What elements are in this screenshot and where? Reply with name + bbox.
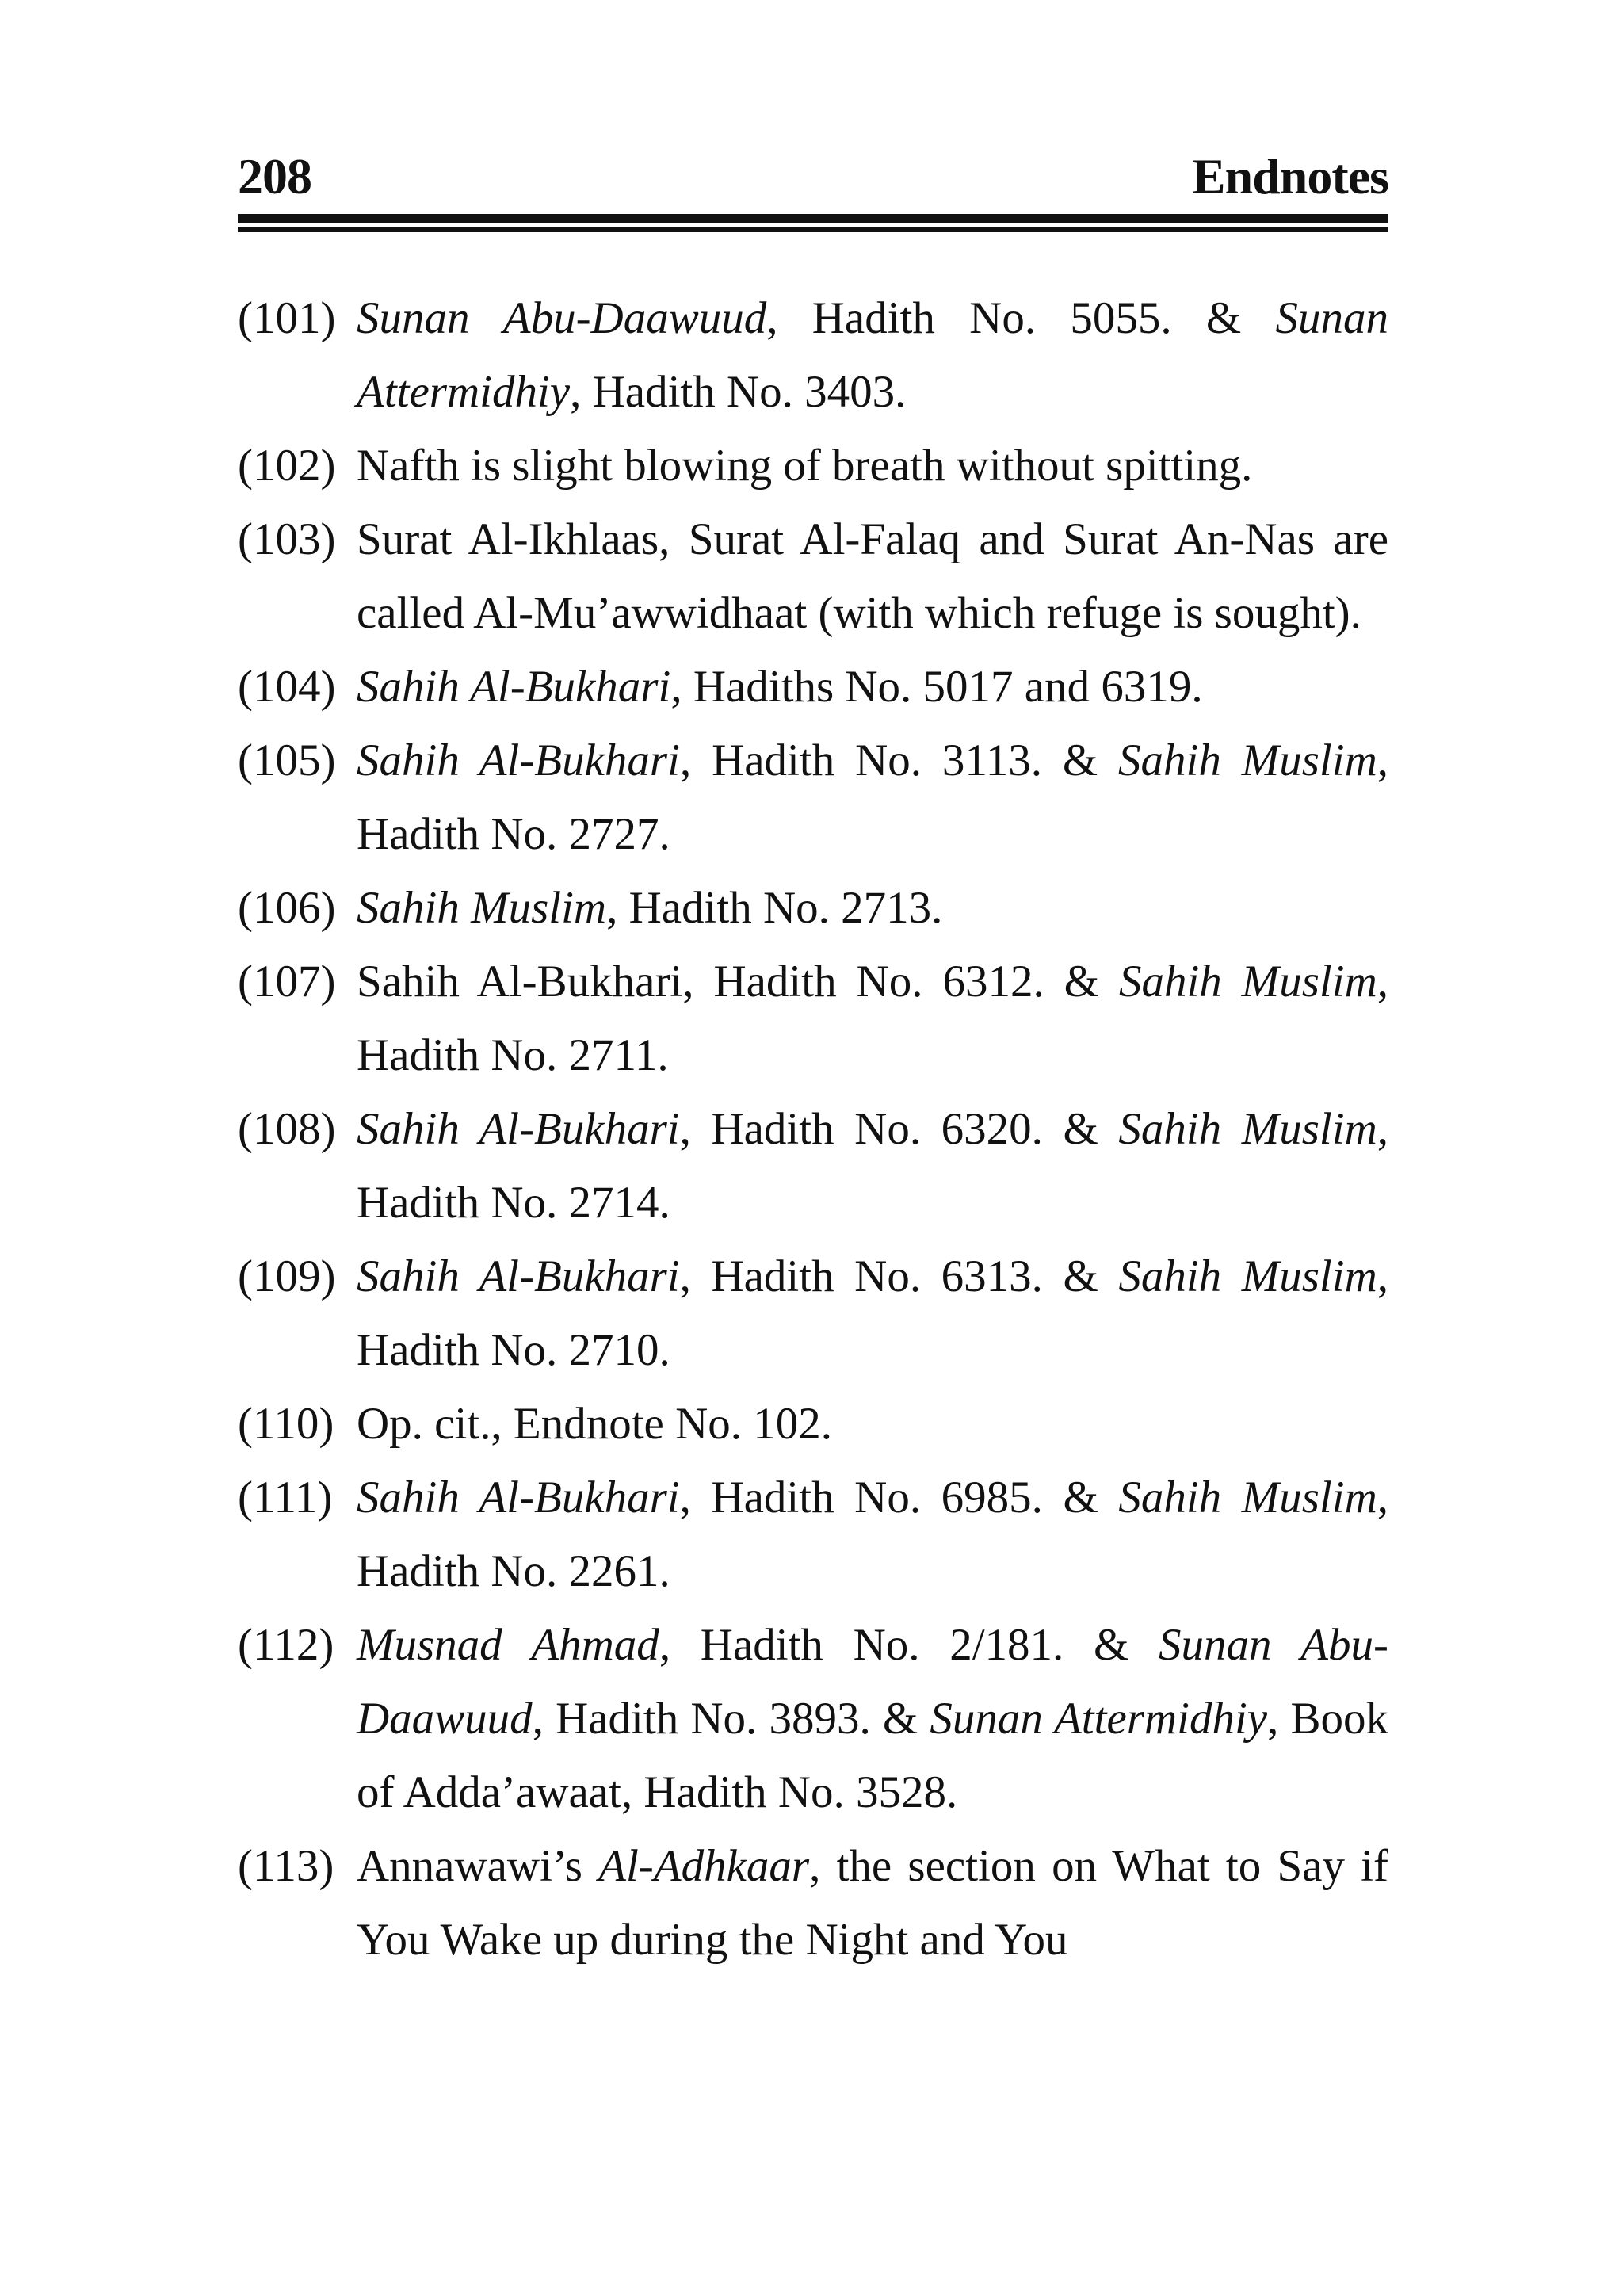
endnote-text-run: , Hadith No. 6313. & [679,1251,1119,1301]
citation-title: Sahih Muslim [1118,1473,1377,1522]
running-head: Endnotes [1191,148,1388,204]
citation-title: Sahih Muslim [1118,735,1377,785]
endnote-text [357,429,1388,502]
endnote [238,1092,1388,1240]
endnote [238,429,1388,502]
endnote [238,502,1388,650]
endnote-text-run: Annawawi’s [357,1841,599,1891]
endnote-text-run: Nafth is slight blowing of breath without spitting. [357,441,1253,491]
endnote-text-run: , Hadith No. 6320. & [679,1104,1119,1154]
endnote-text-run: , Hadith No. 2261. [357,1473,1388,1596]
endnote-text-run: , Hadith No. 2727. [357,735,1388,859]
endnote-text-run: , Hadith No. 2713. [606,883,943,933]
endnote [238,650,1388,724]
citation-title: Sunan Attermidhiy [930,1694,1268,1744]
citation-title: Sahih Muslim [1118,1104,1377,1154]
endnote-text [357,1461,1388,1608]
endnote-text [357,945,1388,1092]
endnote-text-run: , Hadith No. 3113. & [679,735,1119,785]
endnote-number: (104) [238,662,336,712]
endnote-text [357,1829,1388,1977]
endnote [238,871,1388,945]
endnote-text-run: , Hadith No. 2714. [357,1104,1388,1228]
endnote-text [357,1387,1388,1461]
endnote-text-run: , Hadith No. 5055. & [766,293,1276,343]
endnote-text-run: , Hadith No. 2711. [357,957,1388,1080]
endnote [238,1387,1388,1461]
endnote-text-run: , Hadith No. 6985. & [679,1473,1119,1522]
endnote-number: (109) [238,1251,336,1301]
endnote-text-run: , Book of Adda’awaat, Hadith No. 3528. [357,1694,1388,1817]
endnote-text-run: , Hadith No. 2/181. & [659,1620,1159,1670]
endnote-text-run: , Hadith No. 3893. & [532,1694,930,1744]
endnote-number: (103) [238,514,336,564]
endnote-text [357,502,1388,650]
endnote-text [357,871,1388,945]
endnote-number: (102) [238,441,336,491]
endnote-text-run: Surat Al-Ikhlaas, Surat Al-Falaq and Surat An-Nas are called Al-Mu’awwidhaat (with which refuge is sought). [357,514,1388,638]
header-rule-thin [238,227,1388,232]
page-header [238,147,1388,210]
header-rule-thick [238,214,1388,223]
citation-title: Sunan Attermidhiy [357,293,1389,417]
endnote-text-run: Op. cit., Endnote No. 102. [357,1399,833,1449]
citation-title: Sahih Al-Bukhari [357,1104,680,1154]
endnote [238,1829,1388,1977]
endnote-text [357,281,1388,429]
endnote-number: (108) [238,1104,336,1154]
citation-title: Sunan Abu-Daawuud [357,293,767,343]
endnote [238,281,1388,429]
citation-title: Sahih Al-Bukhari [357,1473,680,1522]
endnote [238,1240,1388,1387]
endnote-text-run: , Hadith No. 3403. [570,367,907,417]
citation-title: Sahih Al-Bukhari [357,662,671,712]
endnote-number: (110) [238,1399,334,1449]
endnote-number: (113) [238,1841,334,1891]
endnote-text-run: , Hadiths No. 5017 and 6319. [670,662,1203,712]
endnote [238,945,1388,1092]
citation-title: Sahih Al-Bukhari [357,735,680,785]
citation-title: Musnad Ahmad [357,1620,659,1670]
citation-title: Al-Adhkaar [598,1841,810,1891]
citation-title: Sahih Muslim [357,883,607,933]
endnote [238,1461,1388,1608]
endnote-number: (101) [238,293,336,343]
endnote-number: (106) [238,883,336,933]
endnote-text-run: , the section on What to Say if You Wake up during the Night and You [357,1841,1388,1965]
endnote-number: (111) [238,1473,333,1522]
endnote-number: (105) [238,735,336,785]
endnote-number: (107) [238,957,336,1007]
document-page [238,0,1388,2296]
citation-title: Sahih Muslim [1118,957,1377,1007]
endnote-text [357,1240,1388,1387]
page-number: 208 [238,148,311,204]
citation-title: Sunan Abu-Daawuud [357,1620,1388,1744]
endnote [238,724,1388,871]
endnote [238,1608,1388,1829]
endnote-text-run: Sahih Al-Bukhari, Hadith No. 6312. & [357,957,1119,1007]
citation-title: Sahih Muslim [1118,1251,1377,1301]
endnote-number: (112) [238,1620,334,1670]
endnotes-list [238,281,1388,1977]
endnote-text [357,724,1388,871]
endnote-text [357,650,1388,724]
endnote-text [357,1092,1388,1240]
endnote-text-run: , Hadith No. 2710. [357,1251,1388,1375]
citation-title: Sahih Al-Bukhari [357,1251,680,1301]
endnote-text [357,1608,1388,1829]
